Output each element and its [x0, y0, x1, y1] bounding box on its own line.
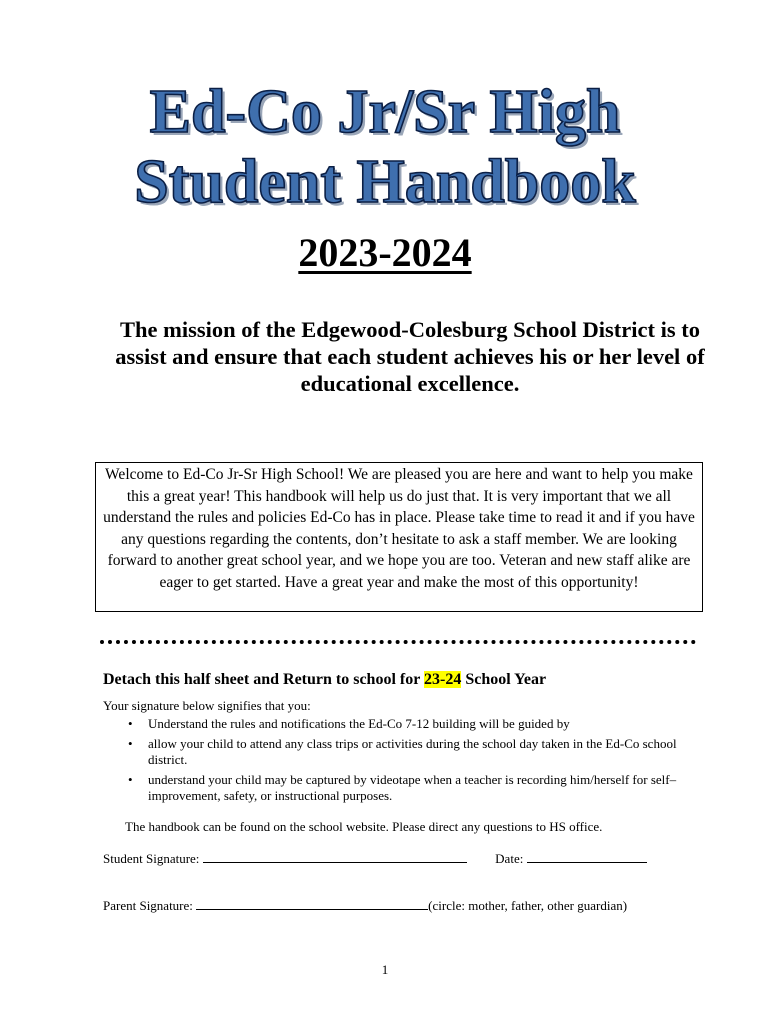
- parent-signature-label: Parent Signature:: [103, 898, 193, 913]
- student-signature-row: [103, 849, 647, 868]
- handbook-note: The handbook can be found on the school website. Please direct any questions to HS office.: [125, 819, 603, 834]
- bullet-text: understand your child may be captured by videotape when a teacher is recording him/herself for self–improvement, safety, or instructional purposes.: [148, 771, 677, 803]
- date-label: Date:: [495, 851, 524, 866]
- welcome-box: Welcome to Ed-Co Jr-Sr High School! We are pleased you are here and want to help you make this a great year! This handbook will help us do just that. It is very important that we all understand the rules and policies Ed-Co has in place. Please take time to read it and if you have any questions regarding the contents, don’t hesitate to ask a staff member. We are looking forward to another great school year, and we hope you are too. Veteran and new staff alike are eager to get started. Have a great year and make the most of this opportunity!: [95, 462, 703, 612]
- page-number: 1: [381, 962, 389, 977]
- bullet-text: allow your child to attend any class trips or activities during the school day taken in the Ed-Co school district.: [148, 735, 677, 767]
- title-line-2: Student Handbook: [134, 148, 636, 216]
- student-signature-label: Student Signature:: [103, 851, 200, 866]
- parent-signature-field[interactable]: [196, 896, 428, 910]
- detach-heading-before: Detach this half sheet and Return to school for: [103, 671, 425, 688]
- signature-intro: Your signature below signifies that you:: [103, 698, 311, 713]
- list-item: [128, 736, 688, 769]
- bullet-icon: •: [128, 716, 133, 731]
- list-item: [128, 716, 688, 733]
- bullet-icon: •: [128, 771, 133, 787]
- school-year-text: 2023-2024: [298, 230, 472, 275]
- bullet-icon: •: [128, 735, 133, 751]
- mission-statement: The mission of the Edgewood-Colesburg School District is to assist and ensure that each student achieves his or her level of educational excellence.: [115, 317, 705, 396]
- student-signature-field[interactable]: [203, 849, 467, 863]
- detach-heading-after: School Year: [461, 671, 547, 688]
- detach-cut-line: [100, 640, 696, 644]
- bullet-text: Understand the rules and notifications the Ed-Co 7-12 building will be guided by: [148, 716, 570, 731]
- title-line-1: Ed-Co Jr/Sr High: [149, 78, 621, 146]
- list-item: [128, 772, 688, 805]
- detach-heading: [103, 669, 546, 691]
- detach-heading-highlight: 23-24: [424, 671, 462, 688]
- parent-circle-note: (circle: mother, father, other guardian): [428, 898, 628, 913]
- signature-bullet-list: [128, 716, 688, 806]
- parent-signature-row: [103, 896, 627, 915]
- date-field[interactable]: [527, 849, 647, 863]
- school-year-heading: [0, 228, 770, 278]
